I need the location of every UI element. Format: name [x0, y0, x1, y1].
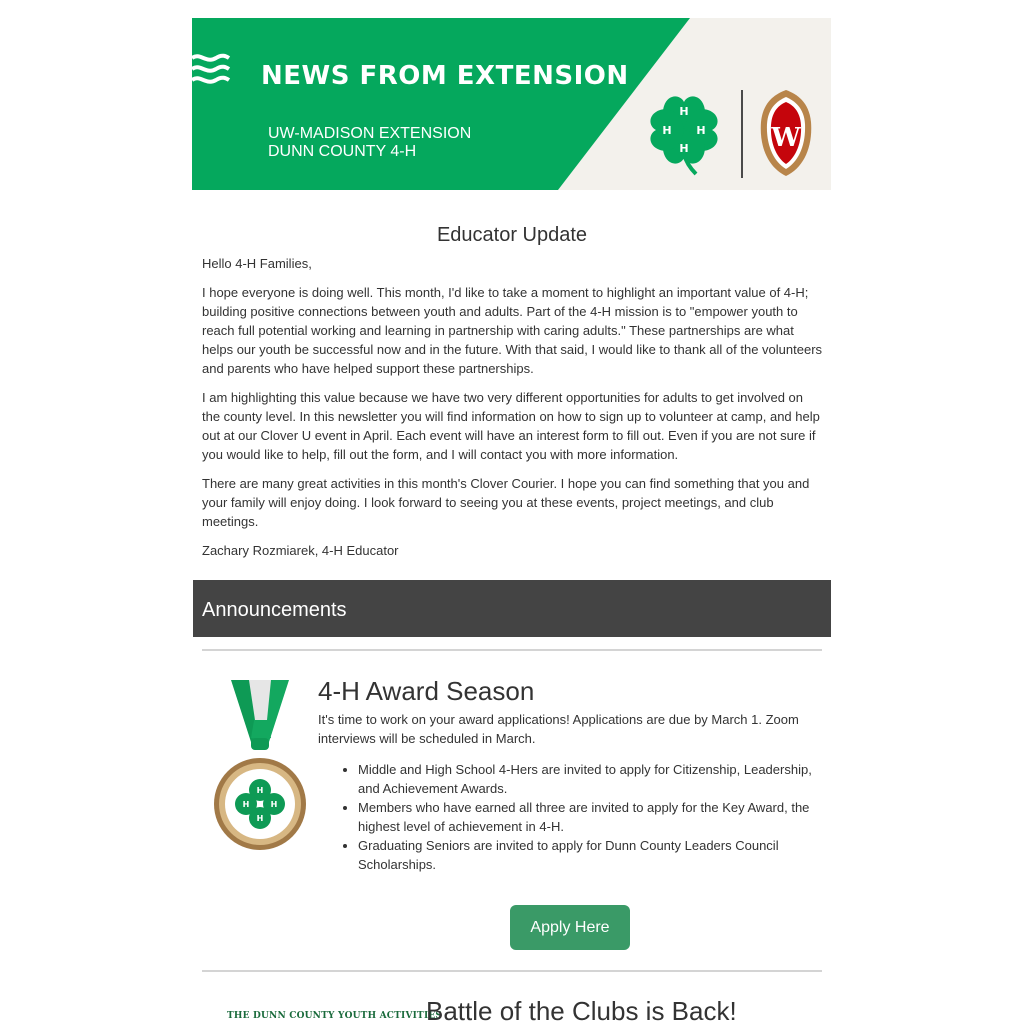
educator-update-body [202, 254, 824, 570]
uw-crest-logo [757, 88, 815, 178]
svg-text:H: H [662, 124, 672, 137]
list-item: • Middle and High School 4-Hers are invited to apply for Citizenship, Leadership, and Achievement Awards. [358, 760, 823, 798]
youth-activities-logo-text: THE DUNN COUNTY YOUTH ACTIVITIES [227, 1011, 443, 1021]
svg-text:H: H [242, 800, 250, 809]
greeting: Hello 4-H Families, [202, 256, 312, 271]
banner-subtitle-line2: DUNN COUNTY 4-H [268, 143, 417, 160]
battle-of-clubs-title: Battle of the Clubs is Back! [426, 996, 737, 1024]
banner-green-panel [192, 18, 831, 190]
svg-text:H: H [256, 814, 264, 823]
list-item: • Graduating Seniors are invited to apply for Dunn County Leaders Council Scholarships. [358, 836, 823, 874]
award-bullet-list [318, 760, 823, 874]
educator-update-title: Educator Update [436, 224, 588, 246]
section-divider [202, 649, 822, 651]
award-intro: It's time to work on your award applications! Applications are due by March 1. Zoom interviews will be scheduled in March. [318, 712, 799, 746]
svg-text:H: H [679, 105, 689, 118]
svg-text:H: H [696, 124, 706, 137]
list-item: • Members who have earned all three are invited to apply for the Key Award, the highest level of achievement in 4-H. [358, 798, 823, 836]
svg-text:W: W [771, 123, 801, 153]
educator-paragraph: I am highlighting this value because we have two very different opportunities for adults to get involved on the county level. In this newsletter you will find information on how to sign up to volunteer at camp, and help out at our Clover U event in April. Each event will have an interest form to fill out. Even if you are not sure if you would like to help, fill out the form, and I will contact you with more information. [202, 390, 820, 462]
educator-paragraph: There are many great activities in this month's Clover Courier. I hope you can find something that you and your family will enjoy doing. I look forward to seeing you at these events, project meetings, and club meetings. [202, 476, 810, 529]
4h-clover-logo [640, 88, 728, 178]
section-divider [202, 970, 822, 972]
banner-subtitle [268, 125, 471, 161]
announcements-header [193, 580, 831, 637]
header-banner [192, 18, 831, 190]
announcements-heading: Announcements [202, 599, 347, 621]
svg-text:H: H [256, 786, 264, 795]
svg-text:H: H [679, 142, 689, 155]
award-season-title: 4-H Award Season [318, 676, 535, 706]
banner-divider [741, 90, 743, 178]
award-medal-icon [211, 680, 309, 852]
educator-paragraph: I hope everyone is doing well. This month, I'd like to take a moment to highlight an important value of 4-H; building positive connections between youth and adults. Part of the 4-H mission is to "empower youth to reach full potential working and learning in partnership with caring adults." These partnerships are what helps our youth be successful now and in the future. With that said, I would like to thank all of the volunteers and parents who have helped support these partnerships. [202, 285, 823, 376]
signature: Zachary Rozmiarek, 4-H Educator [202, 543, 399, 558]
apply-here-button[interactable]: Apply Here [510, 905, 630, 950]
svg-text:H: H [270, 800, 278, 809]
banner-title: NEWS FROM EXTENSION [261, 61, 629, 91]
banner-subtitle-line1: UW-MADISON EXTENSION [268, 125, 472, 142]
waves-icon [192, 52, 232, 92]
